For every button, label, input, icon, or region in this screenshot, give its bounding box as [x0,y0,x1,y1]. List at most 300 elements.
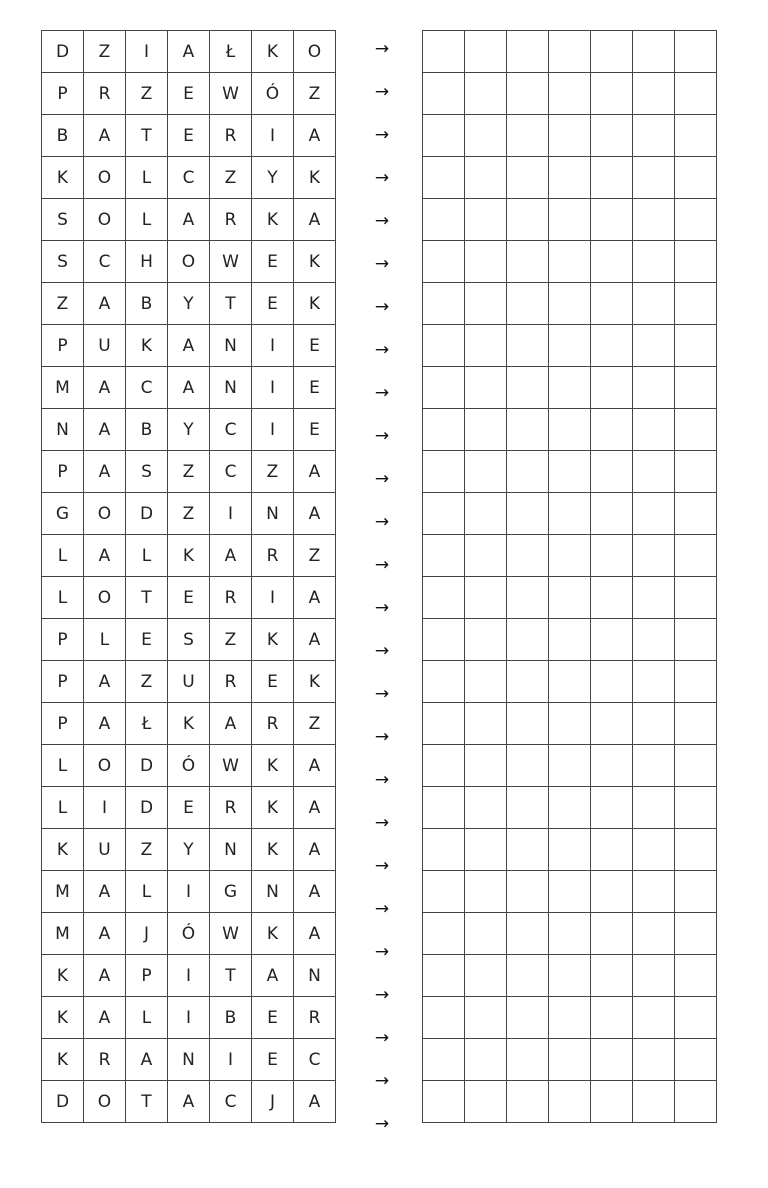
answer-cell[interactable] [549,745,591,787]
answer-grid [422,30,717,1123]
answer-cell[interactable] [549,787,591,829]
answer-cell[interactable] [423,871,465,913]
answer-cell[interactable] [423,619,465,661]
answer-row [423,955,717,997]
letter-cell: I [252,325,294,367]
answer-cell[interactable] [549,661,591,703]
answer-cell[interactable] [507,745,549,787]
letter-cell: M [42,871,84,913]
answer-cell[interactable] [465,73,507,115]
answer-cell[interactable] [423,199,465,241]
answer-cell[interactable] [633,955,675,997]
answer-cell[interactable] [633,619,675,661]
answer-cell[interactable] [423,493,465,535]
letter-cell: E [252,283,294,325]
letter-cell: A [294,871,336,913]
answer-cell[interactable] [549,955,591,997]
letter-cell: K [252,31,294,73]
word-row [42,157,336,199]
answer-cell[interactable] [423,73,465,115]
letter-cell: I [168,871,210,913]
answer-cell[interactable] [549,829,591,871]
word-row [42,829,336,871]
answer-cell[interactable] [591,493,633,535]
answer-cell[interactable] [633,409,675,451]
letter-cell: K [168,703,210,745]
answer-cell[interactable] [675,787,717,829]
letter-cell: P [42,73,84,115]
letter-cell: Z [84,31,126,73]
letter-cell: L [126,199,168,241]
letter-cell: U [168,661,210,703]
answer-cell[interactable] [549,997,591,1039]
letter-cell: R [84,1039,126,1081]
answer-cell[interactable] [423,787,465,829]
answer-cell[interactable] [423,829,465,871]
answer-cell[interactable] [465,535,507,577]
answer-cell[interactable] [591,997,633,1039]
answer-cell[interactable] [465,829,507,871]
word-row [42,493,336,535]
answer-cell[interactable] [549,1039,591,1081]
arrow-icon: → [374,855,390,876]
answer-cell[interactable] [465,703,507,745]
answer-cell[interactable] [591,703,633,745]
letter-cell: K [168,535,210,577]
answer-row [423,157,717,199]
letter-cell: Y [252,157,294,199]
letter-cell: R [210,787,252,829]
answer-cell[interactable] [591,535,633,577]
letter-cell: A [294,1081,336,1123]
answer-cell[interactable] [423,409,465,451]
word-row [42,325,336,367]
answer-cell[interactable] [549,157,591,199]
letter-cell: Z [168,493,210,535]
answer-cell[interactable] [675,1039,717,1081]
answer-cell[interactable] [465,31,507,73]
letter-cell: Z [42,283,84,325]
answer-cell[interactable] [465,325,507,367]
letter-cell: E [294,409,336,451]
answer-cell[interactable] [591,31,633,73]
answer-cell[interactable] [549,619,591,661]
letter-cell: K [294,241,336,283]
answer-cell[interactable] [423,913,465,955]
answer-cell[interactable] [675,1081,717,1123]
answer-cell[interactable] [633,913,675,955]
letter-cell: K [42,1039,84,1081]
answer-cell[interactable] [633,451,675,493]
answer-cell[interactable] [591,73,633,115]
answer-cell[interactable] [591,199,633,241]
letter-cell: J [126,913,168,955]
answer-cell[interactable] [507,913,549,955]
answer-cell[interactable] [591,157,633,199]
answer-cell[interactable] [549,73,591,115]
answer-cell[interactable] [591,451,633,493]
answer-row [423,619,717,661]
answer-cell[interactable] [507,451,549,493]
answer-cell[interactable] [633,115,675,157]
letter-cell: O [84,199,126,241]
letter-cell: E [168,115,210,157]
answer-cell[interactable] [507,535,549,577]
answer-cell[interactable] [633,493,675,535]
answer-cell[interactable] [633,577,675,619]
answer-cell[interactable] [423,31,465,73]
answer-cell[interactable] [591,955,633,997]
word-row [42,115,336,157]
answer-cell[interactable] [465,157,507,199]
answer-cell[interactable] [507,157,549,199]
letter-cell: E [252,1039,294,1081]
answer-cell[interactable] [549,367,591,409]
letter-cell: P [42,703,84,745]
answer-cell[interactable] [633,1081,675,1123]
answer-cell[interactable] [507,73,549,115]
answer-cell[interactable] [675,955,717,997]
letter-cell: A [84,535,126,577]
answer-cell[interactable] [465,367,507,409]
letter-cell: K [252,199,294,241]
answer-cell[interactable] [507,409,549,451]
answer-cell[interactable] [633,73,675,115]
answer-cell[interactable] [507,241,549,283]
word-row [42,745,336,787]
answer-cell[interactable] [675,535,717,577]
letter-cell: E [168,577,210,619]
answer-cell[interactable] [507,493,549,535]
letter-cell: C [126,367,168,409]
answer-cell[interactable] [423,577,465,619]
answer-cell[interactable] [591,325,633,367]
answer-cell[interactable] [423,325,465,367]
answer-cell[interactable] [591,745,633,787]
answer-cell[interactable] [465,283,507,325]
letter-cell: A [126,1039,168,1081]
answer-cell[interactable] [591,661,633,703]
answer-cell[interactable] [675,115,717,157]
answer-cell[interactable] [507,199,549,241]
answer-cell[interactable] [675,493,717,535]
letter-cell: Z [294,535,336,577]
letter-cell: L [126,535,168,577]
answer-cell[interactable] [423,703,465,745]
answer-cell[interactable] [675,451,717,493]
answer-cell[interactable] [423,157,465,199]
answer-cell[interactable] [465,913,507,955]
answer-cell[interactable] [465,619,507,661]
letter-cell: A [294,913,336,955]
answer-row [423,493,717,535]
answer-cell[interactable] [423,115,465,157]
answer-cell[interactable] [507,1039,549,1081]
answer-cell[interactable] [675,157,717,199]
answer-cell[interactable] [465,451,507,493]
letter-cell: I [84,787,126,829]
answer-cell[interactable] [633,829,675,871]
answer-cell[interactable] [591,1081,633,1123]
answer-cell[interactable] [465,199,507,241]
answer-row [423,745,717,787]
letter-cell: Z [126,661,168,703]
word-row [42,787,336,829]
answer-cell[interactable] [465,661,507,703]
letter-cell: L [126,997,168,1039]
answer-cell[interactable] [465,115,507,157]
letter-cell: Y [168,409,210,451]
answer-cell[interactable] [633,997,675,1039]
answer-cell[interactable] [507,367,549,409]
answer-row [423,241,717,283]
answer-cell[interactable] [633,157,675,199]
answer-cell[interactable] [591,829,633,871]
letter-cell: W [210,745,252,787]
answer-cell[interactable] [549,31,591,73]
letter-cell: Ó [168,913,210,955]
answer-cell[interactable] [465,1039,507,1081]
answer-cell[interactable] [549,535,591,577]
letter-cell: W [210,73,252,115]
answer-cell[interactable] [423,1039,465,1081]
answer-cell[interactable] [507,619,549,661]
word-row [42,31,336,73]
answer-cell[interactable] [675,619,717,661]
letter-cell: R [210,661,252,703]
answer-cell[interactable] [675,283,717,325]
arrow-icon: → [374,38,390,59]
answer-row [423,661,717,703]
answer-cell[interactable] [633,241,675,283]
answer-cell[interactable] [633,871,675,913]
answer-cell[interactable] [675,577,717,619]
answer-cell[interactable] [549,577,591,619]
letter-cell: K [42,157,84,199]
answer-cell[interactable] [591,241,633,283]
answer-cell[interactable] [507,829,549,871]
letter-cell: H [126,241,168,283]
letter-cell: Y [168,829,210,871]
letter-cell: A [84,955,126,997]
answer-cell[interactable] [507,997,549,1039]
answer-row [423,913,717,955]
answer-cell[interactable] [591,1039,633,1081]
answer-cell[interactable] [549,871,591,913]
answer-cell[interactable] [507,577,549,619]
answer-cell[interactable] [675,241,717,283]
letter-cell: P [42,451,84,493]
letter-cell: A [294,787,336,829]
letter-cell: I [252,409,294,451]
letter-cell: O [84,493,126,535]
letter-cell: K [252,913,294,955]
answer-cell[interactable] [591,787,633,829]
answer-cell[interactable] [423,451,465,493]
letter-cell: R [210,115,252,157]
answer-cell[interactable] [549,283,591,325]
arrow-icon: → [374,769,390,790]
letter-cell: A [294,577,336,619]
answer-cell[interactable] [675,325,717,367]
letter-cell: E [252,997,294,1039]
answer-cell[interactable] [633,199,675,241]
answer-cell[interactable] [549,703,591,745]
answer-cell[interactable] [675,829,717,871]
answer-cell[interactable] [465,1081,507,1123]
answer-cell[interactable] [423,997,465,1039]
letter-cell: O [168,241,210,283]
answer-cell[interactable] [633,325,675,367]
answer-cell[interactable] [591,283,633,325]
answer-cell[interactable] [423,745,465,787]
answer-cell[interactable] [507,1081,549,1123]
answer-cell[interactable] [423,241,465,283]
arrow-icon: → [374,124,390,145]
answer-cell[interactable] [675,409,717,451]
answer-cell[interactable] [633,535,675,577]
answer-cell[interactable] [507,31,549,73]
letter-cell: C [168,157,210,199]
letter-cell: Z [210,619,252,661]
answer-row [423,115,717,157]
answer-cell[interactable] [549,1081,591,1123]
answer-cell[interactable] [507,955,549,997]
answer-cell[interactable] [507,661,549,703]
letter-cell: Ł [210,31,252,73]
word-row [42,535,336,577]
answer-cell[interactable] [675,997,717,1039]
answer-cell[interactable] [423,535,465,577]
arrow-icon: → [374,339,390,360]
answer-cell[interactable] [633,787,675,829]
answer-cell[interactable] [507,703,549,745]
word-row [42,619,336,661]
answer-cell[interactable] [507,325,549,367]
letter-cell: C [294,1039,336,1081]
answer-cell[interactable] [591,871,633,913]
answer-cell[interactable] [633,283,675,325]
arrow-icon: → [374,683,390,704]
answer-cell[interactable] [675,367,717,409]
letter-cell: D [126,493,168,535]
answer-cell[interactable] [675,73,717,115]
answer-cell[interactable] [549,409,591,451]
answer-cell[interactable] [423,283,465,325]
answer-cell[interactable] [507,787,549,829]
answer-cell[interactable] [633,367,675,409]
letter-cell: K [252,829,294,871]
arrow-icon: → [374,941,390,962]
answer-cell[interactable] [423,955,465,997]
letter-cell: N [210,829,252,871]
answer-cell[interactable] [423,367,465,409]
answer-cell[interactable] [465,241,507,283]
answer-cell[interactable] [465,997,507,1039]
answer-cell[interactable] [507,283,549,325]
letter-cell: K [42,955,84,997]
letter-cell: A [84,703,126,745]
letter-cell: A [168,1081,210,1123]
answer-cell[interactable] [423,661,465,703]
answer-cell[interactable] [675,661,717,703]
letter-cell: Z [126,829,168,871]
letter-cell: M [42,367,84,409]
letter-cell: A [84,451,126,493]
answer-cell[interactable] [549,115,591,157]
answer-cell[interactable] [549,451,591,493]
answer-cell[interactable] [465,493,507,535]
answer-cell[interactable] [465,577,507,619]
letter-cell: T [126,115,168,157]
answer-cell[interactable] [423,1081,465,1123]
answer-cell[interactable] [549,241,591,283]
answer-cell[interactable] [633,661,675,703]
answer-cell[interactable] [507,115,549,157]
letter-cell: O [84,157,126,199]
answer-cell[interactable] [591,619,633,661]
letter-cell: K [294,283,336,325]
letter-cell: A [84,913,126,955]
answer-cell[interactable] [591,367,633,409]
answer-cell[interactable] [549,325,591,367]
answer-cell[interactable] [591,409,633,451]
letter-cell: B [42,115,84,157]
answer-row [423,535,717,577]
answer-cell[interactable] [591,115,633,157]
answer-cell[interactable] [549,199,591,241]
letter-cell: E [252,241,294,283]
answer-cell[interactable] [465,955,507,997]
answer-cell[interactable] [675,871,717,913]
answer-cell[interactable] [465,745,507,787]
answer-row [423,283,717,325]
answer-cell[interactable] [675,913,717,955]
answer-cell[interactable] [465,787,507,829]
letter-cell: A [294,619,336,661]
answer-cell[interactable] [549,493,591,535]
word-row [42,913,336,955]
letter-cell: I [168,955,210,997]
arrow-icon: → [374,210,390,231]
answer-cell[interactable] [465,871,507,913]
answer-cell[interactable] [591,913,633,955]
answer-cell[interactable] [633,745,675,787]
answer-cell[interactable] [675,199,717,241]
letter-cell: A [210,535,252,577]
word-row [42,451,336,493]
letter-cell: B [210,997,252,1039]
answer-cell[interactable] [633,703,675,745]
answer-cell[interactable] [675,31,717,73]
letter-cell: G [210,871,252,913]
arrow-icon: → [374,1070,390,1091]
arrow-icon: → [374,984,390,1005]
answer-cell[interactable] [675,703,717,745]
word-row [42,73,336,115]
answer-cell[interactable] [591,577,633,619]
letter-cell: L [84,619,126,661]
answer-cell[interactable] [633,1039,675,1081]
answer-cell[interactable] [465,409,507,451]
answer-cell[interactable] [675,745,717,787]
letter-cell: N [168,1039,210,1081]
answer-cell[interactable] [549,913,591,955]
answer-cell[interactable] [507,871,549,913]
letter-cell: K [294,157,336,199]
letter-cell: C [210,1081,252,1123]
answer-cell[interactable] [633,31,675,73]
